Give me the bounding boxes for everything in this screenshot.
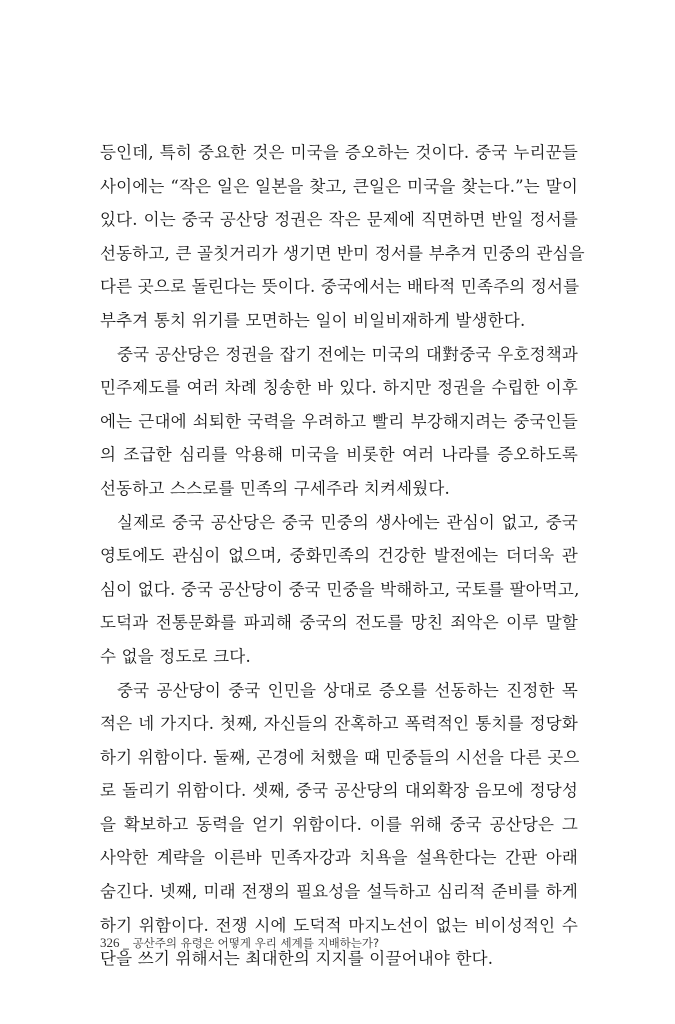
page-footer (100, 935, 379, 951)
paragraph (100, 140, 585, 342)
paragraph (100, 510, 578, 678)
footer-separator: _ (123, 936, 129, 950)
text-line: 의 조급한 심리를 악용해 미국을 비롯한 여러 나라를 증오하도록 (100, 445, 578, 465)
text-line: 실제로 중국 공산당은 중국 민중의 생사에는 관심이 없고, 중국 (117, 512, 578, 532)
text-line: 민주제도를 여러 차례 칭송한 바 있다. 하지만 정권을 수립한 이후 (100, 378, 578, 398)
text-line: 있다. 이는 중국 공산당 정권은 작은 문제에 직면하면 반일 정서를 (100, 210, 578, 230)
text-line: 사악한 계략을 이른바 민족자강과 치욕을 설욕한다는 간판 아래 (100, 848, 578, 868)
text-line: 중국 공산당이 중국 인민을 상대로 증오를 선동하는 진정한 목 (117, 680, 578, 700)
text-line: 사이에는 “작은 일은 일본을 찾고, 큰일은 미국을 찾는다.”는 말이 (100, 176, 578, 196)
text-line: 부추겨 통치 위기를 모면하는 일이 비일비재하게 발생한다. (100, 310, 526, 330)
text-line: 하기 위함이다. 둘째, 곤경에 처했을 때 민중들의 시선을 다른 곳으 (100, 747, 580, 767)
text-line: 수 없을 정도로 크다. (100, 646, 251, 666)
text-line: 등인데, 특히 중요한 것은 미국을 증오하는 것이다. 중국 누리꾼들 (100, 143, 578, 162)
text-line: 숨긴다. 넷째, 미래 전쟁의 필요성을 설득하고 심리적 준비를 하게 (100, 882, 578, 902)
text-line: 을 확보하고 동력을 얻기 위함이다. 이를 위해 중국 공산당은 그 (100, 814, 578, 834)
text-line: 다른 곳으로 돌린다는 뜻이다. 중국에서는 배타적 민족주의 정서를 (100, 277, 580, 297)
text-line: 심이 없다. 중국 공산당이 중국 민중을 박해하고, 국토를 팔아먹고, (100, 579, 580, 599)
text-line: 로 돌리기 위함이다. 셋째, 중국 공산당의 대외확장 음모에 정당성 (100, 781, 578, 801)
text-line: 중국 공산당은 정권을 잡기 전에는 미국의 대對중국 우호정책과 (117, 344, 578, 364)
text-line: 선동하고 스스로를 민족의 구세주라 치켜세웠다. (100, 478, 451, 498)
text-line: 적은 네 가지다. 첫째, 자신들의 잔혹하고 폭력적인 통치를 정당화 (100, 714, 578, 734)
body-text (100, 140, 585, 980)
running-title: 공산주의 유령은 어떻게 우리 세계를 지배하는가? (132, 936, 380, 950)
paragraph (100, 342, 578, 510)
text-line: 단을 쓰기 위해서는 최대한의 지지를 이끌어내야 한다. (100, 949, 494, 969)
page-number: 326 (100, 935, 120, 950)
text-line: 도덕과 전통문화를 파괴해 중국의 전도를 망친 죄악은 이루 말할 (100, 613, 578, 633)
text-line: 영토에도 관심이 없으며, 중화민족의 건강한 발전에는 더더욱 관 (100, 546, 578, 566)
text-line: 에는 근대에 쇠퇴한 국력을 우려하고 빨리 부강해지려는 중국인들 (100, 411, 578, 431)
text-line: 선동하고, 큰 골칫거리가 생기면 반미 정서를 부추겨 민중의 관심을 (100, 243, 585, 263)
text-line: 하기 위함이다. 전쟁 시에 도덕적 마지노선이 없는 비이성적인 수 (100, 915, 578, 935)
